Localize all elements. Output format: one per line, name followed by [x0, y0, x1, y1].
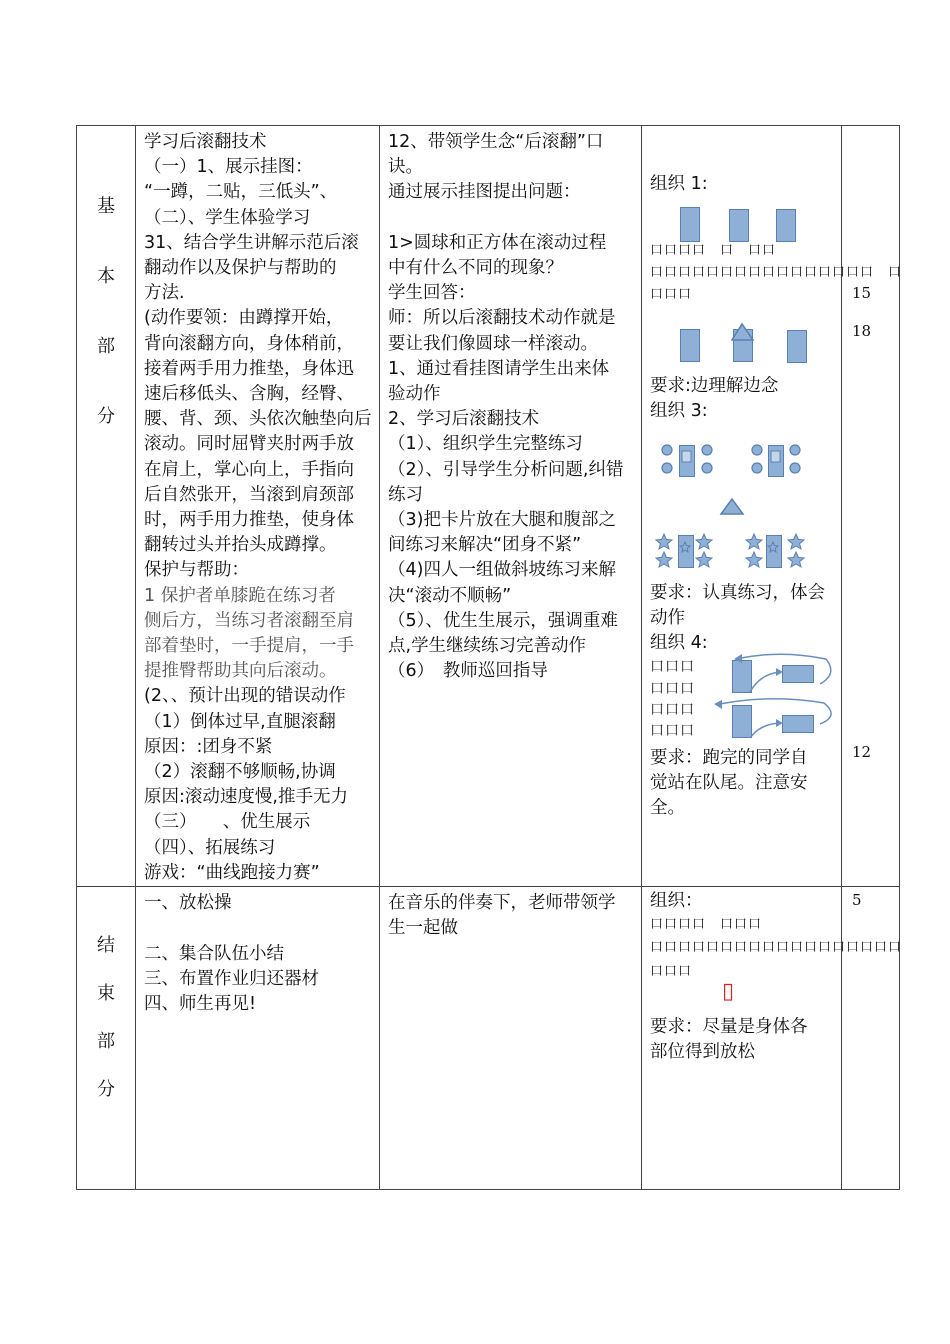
- star-icon: [656, 534, 672, 549]
- mat-inner: [771, 451, 780, 462]
- star-icon: [680, 542, 690, 552]
- garbled-text: 口口口口口口口口口口口口口口口口口口: [650, 940, 903, 956]
- text-line: 四、师生再见!: [144, 993, 257, 1014]
- star-icon: [696, 534, 712, 549]
- ending-organization-cell: [642, 887, 903, 1190]
- basic-content-cell: [136, 126, 380, 887]
- ending-method-cell: [380, 887, 642, 1190]
- teacher-triangle: [732, 324, 753, 340]
- garbled-text: 口口口: [650, 681, 695, 697]
- mat-inner: [682, 451, 691, 462]
- text-line: 1>圆球和正方体在滚动过程: [388, 232, 607, 253]
- text-line: （1）倒体过早,直腿滚翻: [144, 711, 336, 732]
- text-line: （1）、组织学生完整练习: [388, 434, 583, 455]
- text-line: 方法.: [144, 283, 185, 304]
- text-line: 三、布置作业归还器材: [144, 968, 319, 989]
- requirement-line: 部位得到放松: [650, 1042, 755, 1063]
- star-icon: [696, 552, 712, 567]
- label-char: 束: [97, 983, 115, 1005]
- basic-method-cell: [380, 126, 642, 887]
- lesson-plan-table: [76, 125, 903, 1190]
- star-icon: [746, 552, 762, 567]
- basic-section-row: [77, 126, 900, 887]
- star-icon: [656, 552, 672, 567]
- ending-section-label-cell: [77, 887, 136, 1190]
- text-line: 提推臀帮助其向后滚动。: [144, 661, 337, 682]
- basic-section-label-cell: [77, 126, 136, 887]
- requirement-line: 要求：尽量是身体各: [650, 1017, 808, 1038]
- garbled-text: 口口口: [650, 659, 695, 675]
- run-path-arrow: [720, 699, 831, 724]
- text-line: （3)把卡片放在大腿和腹部之: [388, 510, 616, 531]
- student-dot: [702, 445, 712, 455]
- text-line: 练习: [388, 484, 423, 505]
- text-line: （一）1、展示挂图：: [144, 157, 313, 178]
- text-line: 诀。: [388, 157, 423, 178]
- requirement-1: 要求:边理解边念: [650, 376, 779, 396]
- text-line: 12、带领学生念“后滚翻”口: [388, 132, 604, 152]
- text-line: 间练习来解决“团身不紧”: [388, 535, 582, 556]
- text-line: [388, 206, 637, 231]
- run-path-arrow: [750, 723, 780, 738]
- time-value: 5: [852, 891, 862, 910]
- garbled-text: 口口口: [650, 723, 695, 739]
- time-value: 12: [852, 743, 872, 761]
- text-line: 时，两手用力推垫，使身体: [144, 510, 354, 531]
- student-dot: [702, 463, 712, 473]
- arrow-head: [734, 654, 742, 663]
- arrow-head: [776, 668, 783, 676]
- student-dot: [752, 463, 762, 473]
- time-value: 18: [852, 322, 872, 340]
- text-line: 原因:滚动速度慢,推手无力: [144, 787, 348, 808]
- garbled-text: 口口口口口口口口口口口口口口口口 口: [650, 265, 903, 280]
- student-dot: [752, 445, 762, 455]
- label-char: 本: [97, 266, 115, 287]
- basic-time-cell: [842, 126, 900, 887]
- text-line: 师：所以后滚翻技术动作就是: [388, 308, 616, 329]
- text-line: 侧后方，当练习者滚翻至肩: [144, 610, 354, 631]
- garbled-text: 口口口: [650, 702, 695, 718]
- text-line: 部着垫时，一手提肩，一手: [144, 636, 354, 657]
- text-line: 翻转过头并抬头成蹲撑。: [144, 535, 337, 556]
- label-char: 分: [97, 406, 115, 427]
- text-line: (动作要领：由蹲撑开始，: [144, 308, 344, 329]
- org3-label: 组织 3:: [650, 401, 708, 421]
- text-line: 31、结合学生讲解示范后滚: [144, 232, 359, 253]
- text-line: 验动作: [388, 384, 441, 405]
- text-line: 在肩上，掌心向上，手指向: [144, 459, 354, 480]
- label-char: 基: [97, 196, 115, 217]
- requirement-4-line: 要求：跑完的同学自: [650, 748, 808, 768]
- org1-label: 组织 1:: [650, 174, 708, 194]
- garbled-text: 口口口口 口 口口: [650, 243, 777, 258]
- garbled-text: 口口口: [650, 287, 693, 302]
- text-line: 速后移低头、含胸，经臀、: [144, 384, 354, 405]
- text-line: （2）滚翻不够顺畅,协调: [144, 762, 336, 783]
- requirement-3-line: 要求：认真练习，体会: [650, 583, 825, 603]
- text-line: 游戏：“曲线跑接力赛”: [144, 862, 320, 883]
- text-line: （2）、引导学生分析问题,纠错: [388, 459, 624, 480]
- text-line: 原因：:团身不紧: [144, 736, 273, 757]
- text-line: 滚动。同时屈臂夹肘两手放: [144, 434, 354, 455]
- text-line: （4)四人一组做斜坡练习来解: [388, 560, 616, 581]
- text-line: 点,学生继续练习完善动作: [388, 636, 587, 657]
- text-line: 一、放松操: [144, 893, 232, 914]
- text-line: 在音乐的伴奏下，老师带领学: [388, 893, 616, 914]
- text-line: 保护与帮助：: [144, 560, 249, 581]
- text-line: 学生回答：: [388, 283, 476, 304]
- text-line: 生一起做: [388, 918, 458, 939]
- text-line: （四）、拓展练习: [144, 837, 276, 858]
- requirement-3-line: 动作: [650, 608, 685, 628]
- garbled-text: 口口口口 口口口: [650, 917, 763, 933]
- label-char: 部: [97, 1031, 115, 1053]
- arrow-head: [776, 719, 783, 727]
- garbled-text: 口口口: [650, 964, 693, 980]
- text-line: 接着两手用力推垫，身体迅: [144, 358, 354, 379]
- text-line: 学习后滚翻技术: [144, 132, 267, 152]
- teacher-marker: ▯: [722, 979, 735, 1005]
- run-path-arrow: [750, 672, 780, 692]
- org-label: 组织：: [650, 891, 703, 912]
- text-line: 1 保护者单膝跪在练习者: [144, 585, 336, 606]
- text-line: 翻动作以及保护与帮助的: [144, 258, 337, 279]
- text-line: 二、集合队伍小结: [144, 943, 284, 964]
- label-char: 结: [97, 935, 115, 957]
- text-line: （三） 、优生展示: [144, 812, 311, 833]
- star-icon: [788, 552, 804, 567]
- text-line: “一蹲，二贴，三低头”、: [144, 182, 338, 203]
- arrow-head: [714, 700, 722, 709]
- text-line: 背向滚翻方向，身体稍前，: [144, 333, 354, 354]
- requirement-4-line: 觉站在队尾。注意安: [650, 773, 808, 793]
- ending-content-cell: [136, 887, 380, 1190]
- requirement-4-line: 全。: [650, 798, 685, 818]
- text-line: 后自然张开，当滚到肩颈部: [144, 484, 354, 505]
- label-char: 分: [97, 1079, 115, 1101]
- text-line: 中有什么不同的现象？: [388, 258, 563, 279]
- student-dot: [790, 463, 800, 473]
- ending-time-cell: [842, 887, 900, 1190]
- time-value: 15: [852, 284, 872, 302]
- run-path-arrow: [741, 654, 831, 684]
- text-line: （6） 教师巡回指导: [388, 661, 548, 682]
- text-line: （5）、优生生展示，强调重难: [388, 610, 618, 631]
- text-line: 通过展示挂图提出问题：: [388, 182, 581, 203]
- text-line: 腰、背、颈、头依次触垫向后: [144, 409, 372, 430]
- star-icon: [768, 542, 778, 552]
- text-line: 1、通过看挂图请学生出来体: [388, 358, 610, 379]
- student-dot: [662, 445, 672, 455]
- text-line: 2、学习后滚翻技术: [388, 409, 540, 430]
- ending-section-row: [77, 887, 900, 1190]
- text-line: [144, 916, 375, 941]
- star-icon: [788, 534, 804, 549]
- text-line: 要让我们像圆球一样滚动。: [388, 333, 598, 354]
- org4-label: 组织 4:: [650, 633, 708, 653]
- text-line: 决“滚动不顺畅”: [388, 585, 512, 606]
- student-dot: [790, 445, 800, 455]
- student-dot: [662, 463, 672, 473]
- text-line: （二）、学生体验学习: [144, 207, 311, 228]
- star-icon: [746, 534, 762, 549]
- label-char: 部: [97, 336, 115, 357]
- text-line: (2、、预计出现的错误动作: [144, 686, 346, 707]
- teacher-triangle: [721, 499, 743, 514]
